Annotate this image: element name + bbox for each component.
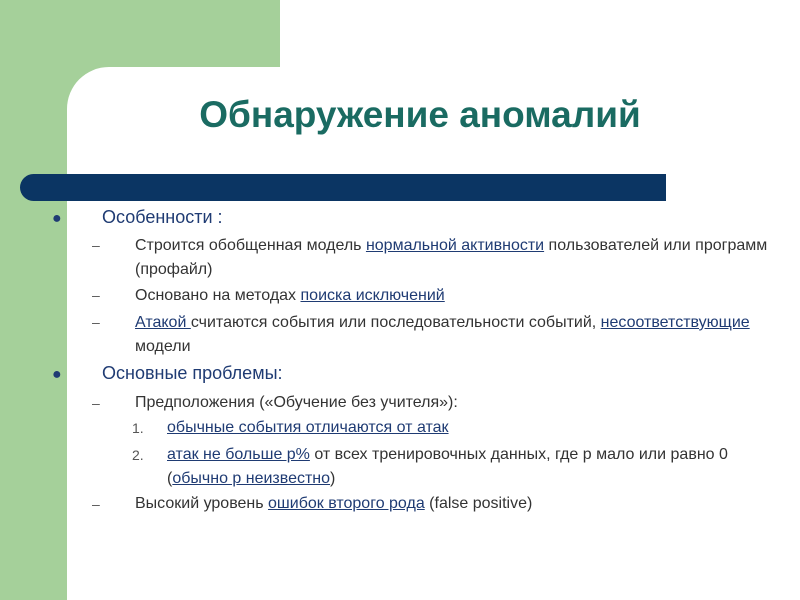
item-text: Основано на методах (135, 287, 301, 304)
item-text: (false positive) (424, 495, 533, 512)
list-item: Предположения («Обучение без учителя»): (135, 394, 458, 411)
list-item (135, 311, 775, 359)
link-p-unknown[interactable]: обычно p неизвестно (172, 470, 331, 487)
link-outlier-search[interactable]: поиска исключений (300, 287, 445, 304)
item-text: пользователей или программ (профайл) (135, 237, 768, 278)
item-text: считаются события или последовательности событий, (190, 314, 601, 331)
link-non-conforming[interactable]: несоответствующие (600, 314, 750, 331)
dash-icon: – (92, 496, 100, 512)
dash-icon: – (92, 314, 100, 330)
section-heading-problems: Основные проблемы: (102, 363, 283, 383)
link-normal-events[interactable]: обычные события отличаются от атак (167, 419, 449, 436)
item-text: от всех тренировочных данных, где p мало или равно 0 ( (167, 446, 728, 487)
link-normal-activity[interactable]: нормальной активности (365, 237, 545, 254)
link-type-two-errors[interactable]: ошибок второго рода (268, 495, 425, 512)
section-heading-features: Особенности : (102, 207, 223, 227)
list-item (135, 492, 775, 516)
list-number: 2. (132, 447, 144, 463)
bullet-icon: ● (52, 210, 62, 227)
item-text: модели (135, 338, 191, 355)
title-divider-bar (20, 174, 666, 201)
bullet-icon: ● (52, 366, 62, 383)
list-number: 1. (132, 420, 144, 436)
list-item (135, 284, 775, 308)
dash-icon: – (92, 237, 100, 253)
dash-icon: – (92, 395, 100, 411)
slide-title: Обнаружение аномалий (199, 94, 641, 135)
sub-list-item (167, 416, 767, 440)
sub-list-item (167, 443, 767, 491)
list-item (135, 234, 775, 282)
link-attack[interactable]: Атакой (135, 314, 191, 331)
item-text: Высокий уровень (135, 495, 269, 512)
item-text: ) (330, 470, 336, 487)
link-attack-fraction[interactable]: атак не больше p% (167, 446, 310, 463)
dash-icon: – (92, 287, 100, 303)
green-side-strip (0, 0, 67, 600)
item-text: Строится обобщенная модель (135, 237, 366, 254)
